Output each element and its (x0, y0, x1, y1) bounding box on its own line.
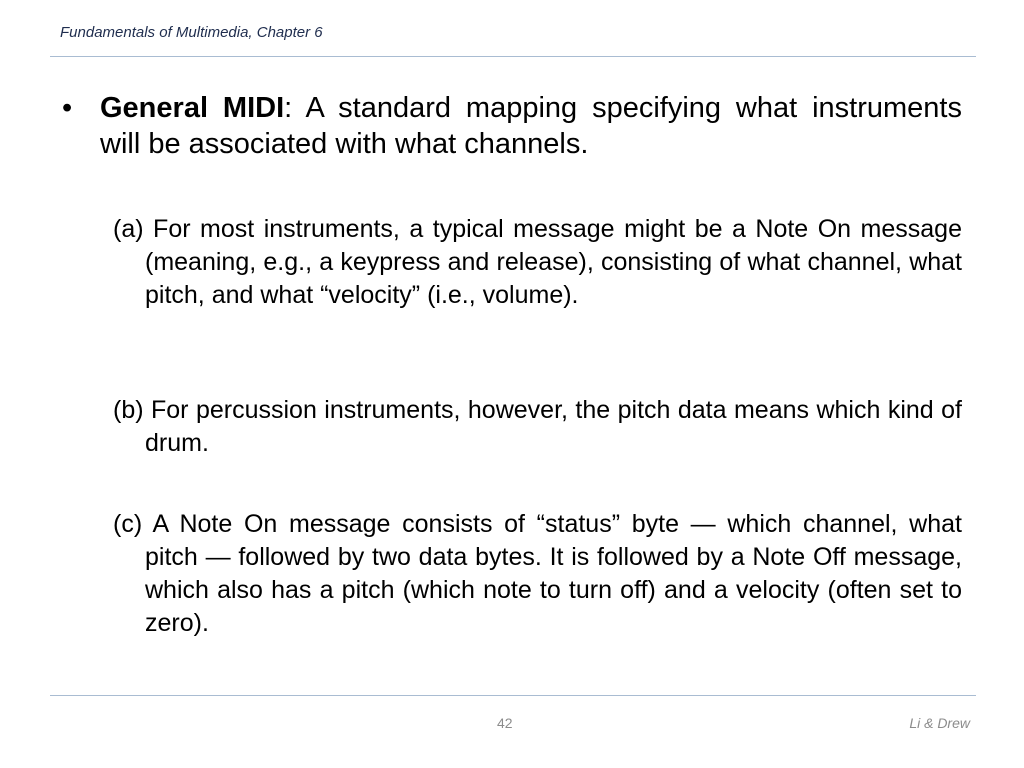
bullet-description: : A standard mapping specifying what instruments will be associated with what channels. (100, 92, 962, 160)
bullet-row (62, 90, 962, 162)
sub-item-b-text: (b) For percussion instruments, however, the pitch data means which kind of drum. (113, 396, 962, 457)
bullet-icon: • (62, 92, 73, 124)
sub-item-b (113, 394, 962, 460)
footer-divider (50, 695, 976, 696)
header-divider (50, 56, 976, 57)
slide-header-title: Fundamentals of Multimedia, Chapter 6 (60, 24, 323, 41)
bullet-text (100, 90, 962, 162)
sub-item-a-text: (a) For most instruments, a typical message might be a Note On message (meaning, e.g., a keypress and release), consisting of what channel, what pitch, and what “velocity” (i.e., volume). (113, 215, 962, 309)
sub-item-a (113, 213, 962, 312)
footer-authors: Li & Drew (909, 715, 970, 731)
bullet-term: General MIDI (100, 92, 285, 124)
page-number: 42 (497, 715, 513, 731)
sub-item-c (113, 508, 962, 640)
sub-item-c-text: (c) A Note On message consists of “status” byte — which channel, what pitch — followed by two data bytes. It is followed by a Note Off message, which also has a pitch (which note to turn off) and a velocity (often set to zero). (113, 510, 962, 637)
main-bullet (62, 90, 962, 162)
